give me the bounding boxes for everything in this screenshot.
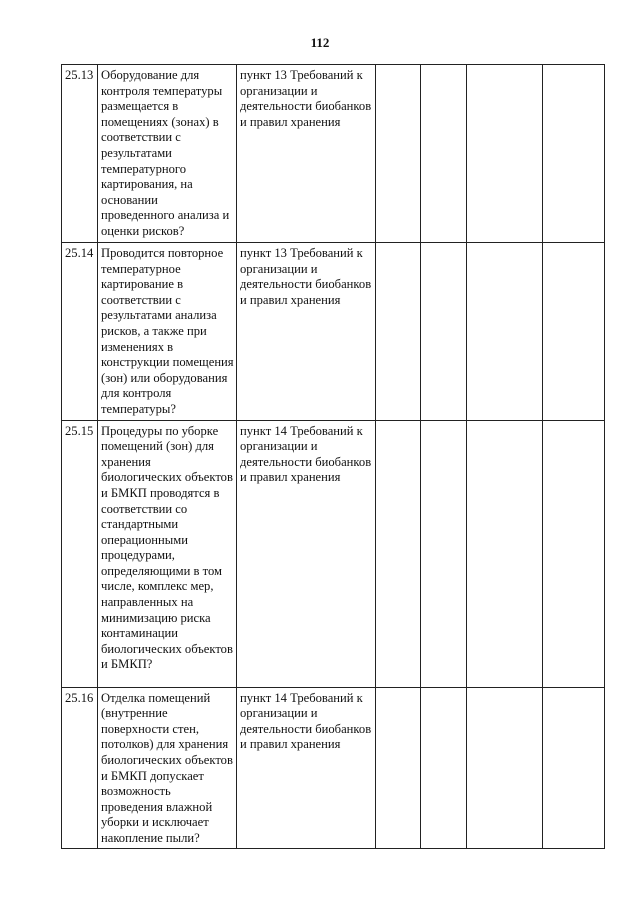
table-row (62, 65, 605, 243)
answer-cell-yes (376, 420, 421, 687)
checklist-table (61, 64, 605, 849)
requirement-question: Проводится повторное температурное картирование в соответствии с результатами анализа рисков, а также при изменениях в конструкции помещения (зон) или оборудования для контроля температуры? (98, 243, 237, 421)
answer-cell-not-applicable (467, 243, 543, 421)
legal-reference: пункт 13 Требований к организации и деятельности биобанков и правил хранения (237, 243, 376, 421)
page-number: 112 (310, 35, 330, 50)
answer-cell-no (421, 687, 467, 849)
item-number: 25.15 (62, 420, 98, 687)
answer-cell-yes (376, 687, 421, 849)
answer-cell-not-applicable (467, 420, 543, 687)
table-row (62, 687, 605, 849)
item-number: 25.13 (62, 65, 98, 243)
notes-cell (543, 420, 605, 687)
legal-reference: пункт 14 Требований к организации и деятельности биобанков и правил хранения (237, 687, 376, 849)
answer-cell-no (421, 420, 467, 687)
table-row (62, 243, 605, 421)
legal-reference: пункт 14 Требований к организации и деятельности биобанков и правил хранения (237, 420, 376, 687)
item-number: 25.14 (62, 243, 98, 421)
answer-cell-no (421, 65, 467, 243)
legal-reference: пункт 13 Требований к организации и деятельности биобанков и правил хранения (237, 65, 376, 243)
answer-cell-not-applicable (467, 65, 543, 243)
answer-cell-yes (376, 243, 421, 421)
answer-cell-yes (376, 65, 421, 243)
requirement-question: Процедуры по уборке помещений (зон) для хранения биологических объектов и БМКП проводятся в соответствии со стандартными операционными процедурами, определяющими в том числе, комплекс мер, направленных на минимизацию риска контаминации биологических объектов и БМКП? (98, 420, 237, 687)
answer-cell-no (421, 243, 467, 421)
requirement-question: Отделка помещений (внутренние поверхности стен, потолков) для хранения биологических объектов и БМКП допускает возможность проведения влажной уборки и исключает накопление пыли? (98, 687, 237, 849)
requirement-question: Оборудование для контроля температуры размещается в помещениях (зонах) в соответствии с результатами температурного картирования, на основании проведенного анализа и оценки рисков? (98, 65, 237, 243)
notes-cell (543, 243, 605, 421)
item-number: 25.16 (62, 687, 98, 849)
notes-cell (543, 687, 605, 849)
table-row (62, 420, 605, 687)
notes-cell (543, 65, 605, 243)
answer-cell-not-applicable (467, 687, 543, 849)
